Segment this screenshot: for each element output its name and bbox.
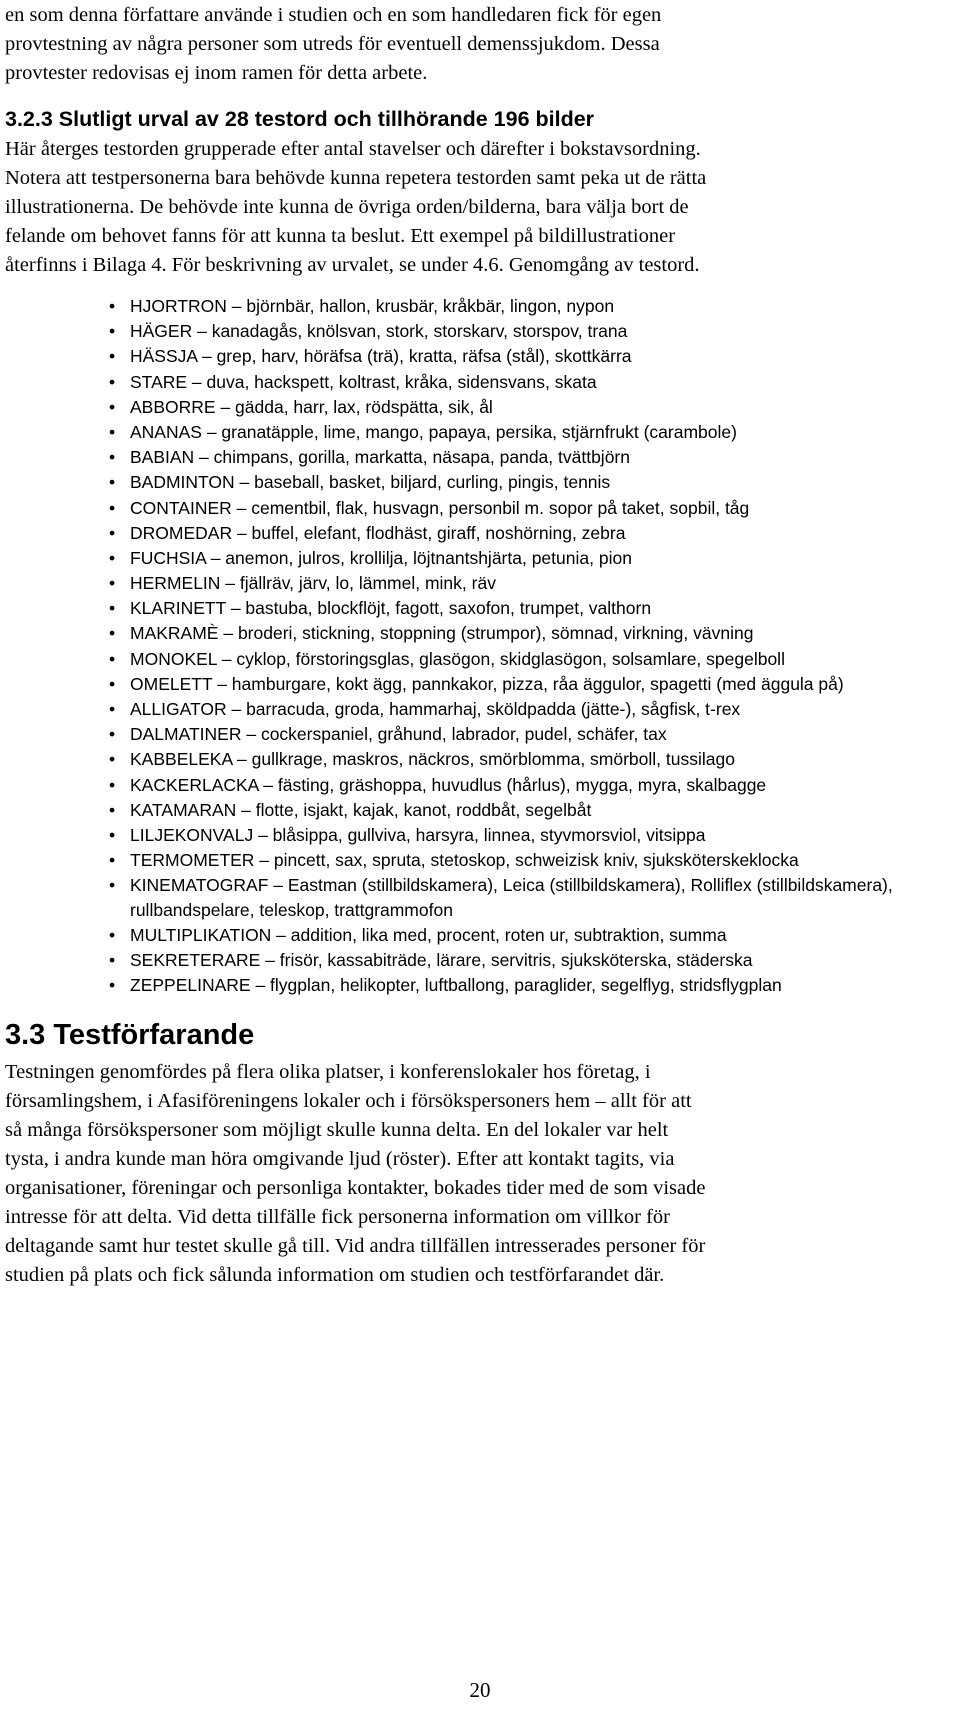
test-word-text: FUCHSIA – anemon, julros, krollilja, löjtnantshjärta, petunia, pion [130,547,632,568]
test-word-text: LILJEKONVALJ – blåsippa, gullviva, harsyra, linnea, styvmorsviol, vitsippa [130,824,706,845]
bullet-icon: • [109,925,116,945]
test-word-item [5,747,946,772]
test-word-item [5,873,946,922]
test-word-item [5,344,946,369]
test-word-text: KLARINETT – bastuba, blockflöjt, fagott, saxofon, trumpet, valthorn [130,598,652,619]
text-line: illustrationerna. De behövde inte kunna de övriga orden/bilderna, bara välja bort de [5,196,689,218]
test-word-item [5,973,946,998]
bullet-icon: • [109,522,116,543]
test-word-item [5,445,946,470]
test-word-text: ABBORRE – gädda, harr, lax, rödspätta, sik, ål [130,396,493,417]
text-line: återfinns i Bilaga 4. För beskrivning av urvalet, se under 4.6. Genomgång av testord. [5,254,700,276]
text-line: organisationer, föreningar och personliga kontakter, bokades tider med de som visade [5,1176,706,1199]
test-word-item [5,596,946,621]
bullet-icon: • [109,799,116,820]
test-word-text: ALLIGATOR – barracuda, groda, hammarhaj, sköldpadda (jätte-), sågfisk, t-rex [130,699,741,719]
bullet-icon: • [109,547,116,568]
test-word-text: KINEMATOGRAF – Eastman (stillbildskamera), Leica (stillbildskamera), Rolliflex (stillbildskamera), rullbandspelare, teleskop, trattgrammofon [130,875,893,920]
test-word-item [5,672,946,697]
bullet-icon: • [109,396,116,417]
bullet-icon: • [109,296,116,316]
test-word-item [5,848,946,873]
bullet-icon: • [109,875,116,896]
test-word-item [5,923,946,948]
bullet-icon: • [109,623,116,644]
test-word-text: STARE – duva, hackspett, koltrast, kråka, sidensvans, skata [130,371,597,392]
test-word-item [5,319,946,344]
test-word-text: MULTIPLIKATION – addition, lika med, procent, roten ur, subtraktion, summa [130,925,727,945]
bullet-icon: • [109,447,116,468]
text-line: tysta, i andra kunde man höra omgivande ljud (röster). Efter att kontakt tagits, via [5,1147,675,1170]
bullet-icon: • [109,346,116,367]
test-word-item [5,621,946,646]
bullet-icon: • [109,371,116,392]
test-word-item [5,420,946,445]
test-word-item [5,773,946,798]
test-word-list [5,294,946,998]
bullet-icon: • [109,472,116,493]
text-line: provtester redovisas ej inom ramen för detta arbete. [5,62,428,84]
test-word-text: KATAMARAN – flotte, isjakt, kajak, kanot, roddbåt, segelbåt [130,799,592,820]
test-word-text: BABIAN – chimpans, gorilla, markatta, näsapa, panda, tvättbjörn [130,447,630,468]
bullet-icon: • [109,749,116,770]
test-word-item [5,697,946,722]
test-word-text: ANANAS – granatäpple, lime, mango, papaya, persika, stjärnfrukt (carambole) [130,421,737,442]
text-line: Testningen genomfördes på flera olika platser, i konferenslokaler hos företag, i [5,1060,651,1083]
test-word-text: OMELETT – hamburgare, kokt ägg, pannkakor, pizza, råa äggulor, spagetti (med äggula på) [130,673,844,694]
section-heading-3-3: 3.3 Testförfarande [5,1018,255,1051]
bullet-icon: • [109,950,116,971]
section-3-2-3-paragraph [5,135,946,280]
text-line: provtestning av några personer som utreds för eventuell demenssjukdom. Dessa [5,33,660,55]
test-word-text: DROMEDAR – buffel, elefant, flodhäst, giraff, noshörning, zebra [130,522,626,543]
test-word-text: HJORTRON – björnbär, hallon, krusbär, kråkbär, lingon, nypon [130,296,615,316]
test-word-text: HÄGER – kanadagås, knölsvan, stork, storskarv, storspov, trana [130,321,628,342]
test-word-text: MAKRAMÈ – broderi, stickning, stoppning (strumpor), sömnad, virkning, vävning [130,623,754,644]
text-line: Här återges testorden grupperade efter antal stavelser och därefter i bokstavsordning. [5,138,701,160]
test-word-item [5,370,946,395]
test-word-text: HERMELIN – fjällräv, järv, lo, lämmel, mink, räv [130,573,496,594]
test-word-text: ZEPPELINARE – flygplan, helikopter, luftballong, paraglider, segelflyg, stridsflygplan [130,975,782,996]
test-word-text: CONTAINER – cementbil, flak, husvagn, personbil m. sopor på taket, sopbil, tåg [130,497,750,518]
test-word-item [5,521,946,546]
test-word-text: SEKRETERARE – frisör, kassabiträde, lärare, servitris, sjuksköterska, städerska [130,950,753,971]
test-word-item [5,571,946,596]
test-word-text: TERMOMETER – pincett, sax, spruta, stetoskop, schweizisk kniv, sjuksköterskeklocka [130,850,799,871]
text-line: deltagande samt hur testet skulle gå till. Vid andra tillfällen intresserades personer för [5,1234,706,1257]
test-word-text: HÄSSJA – grep, harv, höräfsa (trä), kratta, räfsa (stål), skottkärra [130,346,632,367]
section-heading-3-2-3: 3.2.3 Slutligt urval av 28 testord och tillhörande 196 bilder [5,107,595,131]
bullet-icon: • [109,699,116,719]
bullet-icon: • [109,824,116,845]
bullet-icon: • [109,598,116,619]
text-line: så många försökspersoner som möjligt skulle kunna delta. En del lokaler var helt [5,1118,669,1141]
test-word-item [5,647,946,672]
bullet-icon: • [109,573,116,594]
section-3-3-paragraph [5,1058,946,1290]
bullet-icon: • [109,497,116,518]
test-word-item [5,546,946,571]
test-word-item [5,470,946,495]
text-line: intresse för att delta. Vid detta tillfälle fick personerna information om villkor för [5,1205,671,1228]
text-line: felande om behovet fanns för att kunna ta beslut. Ett exempel på bildillustrationer [5,225,676,247]
bullet-icon: • [109,321,116,342]
bullet-icon: • [109,850,116,871]
bullet-icon: • [109,975,116,996]
test-word-item [5,948,946,973]
test-word-text: KACKERLACKA – fästing, gräshoppa, huvudlus (hårlus), mygga, myra, skalbagge [130,774,767,795]
test-word-item [5,294,946,319]
text-line: Notera att testpersonerna bara behövde kunna repetera testorden samt peka ut de rätta [5,167,707,189]
test-word-item [5,395,946,420]
text-line: församlingshem, i Afasiföreningens lokaler och i försökspersoners hem – allt för att [5,1089,692,1112]
test-word-text: KABBELEKA – gullkrage, maskros, näckros, smörblomma, smörboll, tussilago [130,749,735,770]
test-word-text: BADMINTON – baseball, basket, biljard, curling, pingis, tennis [130,472,611,493]
test-word-item [5,722,946,747]
page-number: 20 [469,1678,491,1702]
test-word-item [5,798,946,823]
test-word-text: DALMATINER – cockerspaniel, gråhund, labrador, pudel, schäfer, tax [130,724,667,745]
bullet-icon: • [109,774,116,795]
text-line: studien på plats och fick sålunda information om studien och testförfarandet där. [5,1263,665,1286]
bullet-icon: • [109,673,116,694]
text-line: en som denna författare använde i studien och en som handledaren fick för egen [5,4,662,26]
bullet-icon: • [109,724,116,745]
intro-paragraph [5,0,946,88]
bullet-icon: • [109,648,116,669]
bullet-icon: • [109,421,116,442]
test-word-text: MONOKEL – cyklop, förstoringsglas, glasögon, skidglasögon, solsamlare, spegelboll [130,648,785,669]
test-word-item [5,496,946,521]
test-word-item [5,823,946,848]
